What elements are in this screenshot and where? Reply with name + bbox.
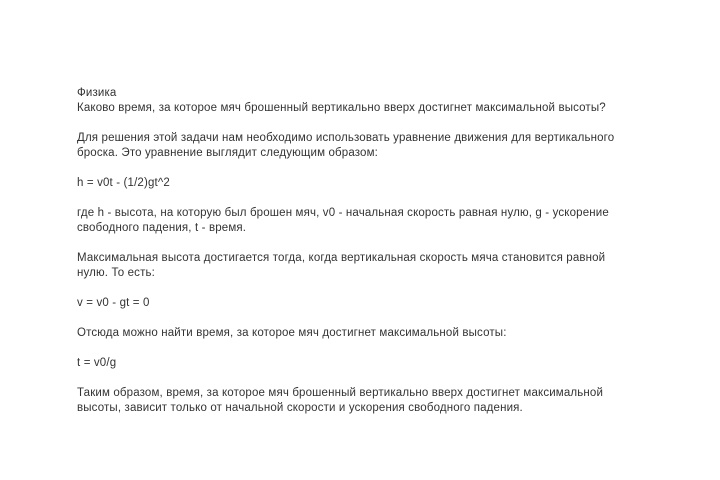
formula-velocity (77, 296, 677, 311)
formula-line: h = v0t - (1/2)gt^2 (77, 177, 170, 189)
paragraph-find-time (77, 326, 677, 341)
paragraph-line: броска. Это уравнение выглядит следующим образом: (77, 147, 378, 159)
formula-motion (77, 176, 677, 191)
paragraph-line: свободного падения, t - время. (77, 222, 247, 234)
paragraph-max-height (77, 251, 677, 281)
subject-heading: Физика (77, 87, 117, 99)
paragraph-intro (77, 131, 677, 161)
paragraph-line: где h - высота, на которую был брошен мяч, v0 - начальная скорость равная нулю, g - ускорение (77, 207, 609, 219)
paragraph-line: Отсюда можно найти время, за которое мяч достигнет максимальной высоты: (77, 327, 507, 339)
paragraph-conclusion (77, 386, 677, 416)
paragraph-line: нулю. То есть: (77, 267, 155, 279)
document-body (77, 86, 677, 416)
formula-time (77, 356, 677, 371)
paragraph-line: Таким образом, время, за которое мяч брошенный вертикально вверх достигнет максимальной (77, 387, 604, 399)
question-text: Каково время, за которое мяч брошенный вертикально вверх достигнет максимальной высоты? (77, 102, 606, 114)
formula-line: v = v0 - gt = 0 (77, 297, 150, 309)
formula-line: t = v0/g (77, 357, 117, 369)
paragraph-line: Максимальная высота достигается тогда, когда вертикальная скорость мяча становится равной (77, 252, 606, 264)
header-block (77, 86, 677, 116)
paragraph-definitions (77, 206, 677, 236)
paragraph-line: высоты, зависит только от начальной скорости и ускорения свободного падения. (77, 402, 523, 414)
paragraph-line: Для решения этой задачи нам необходимо использовать уравнение движения для вертикального (77, 132, 615, 144)
